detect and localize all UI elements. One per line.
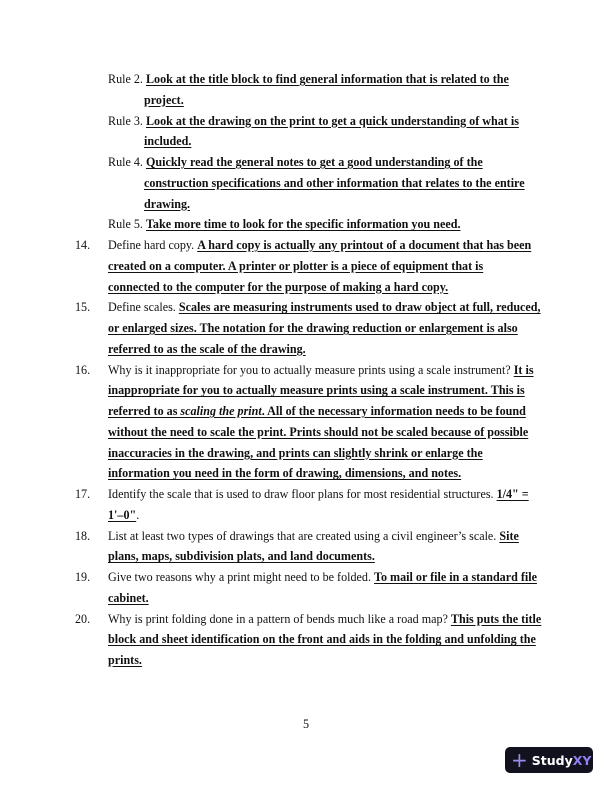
text-line bbox=[108, 401, 526, 421]
text-line bbox=[108, 422, 528, 442]
text-line bbox=[108, 588, 149, 608]
text-line bbox=[144, 194, 190, 214]
answer-text: project. bbox=[144, 92, 184, 107]
question-text: . bbox=[136, 507, 140, 522]
studyxy-logo[interactable] bbox=[505, 747, 593, 773]
question-text: Rule 3. bbox=[108, 113, 146, 128]
answer-text: connected to the computer for the purpose of making a hard copy. bbox=[108, 279, 449, 294]
text-line bbox=[108, 318, 518, 338]
answer-text: referred to as the scale of the drawing. bbox=[108, 341, 306, 356]
question-number: 19. bbox=[75, 570, 91, 584]
answer-text: plans, maps, subdivision plats, and land documents. bbox=[108, 549, 375, 564]
question-text: List at least two types of drawings that are created using a civil engineer’s scale. bbox=[108, 528, 500, 543]
answer-text: Quickly read the general notes to get a good understanding of the bbox=[145, 155, 483, 169]
answer-text: This puts the title bbox=[450, 611, 542, 626]
page-number: 5 bbox=[302, 717, 310, 731]
answer-text: cabinet. bbox=[108, 590, 149, 605]
question-number: 20. bbox=[75, 611, 91, 626]
answer-text: information you need in the form of drawing, dimensions, and notes. bbox=[108, 466, 462, 481]
question-text: Define hard copy. bbox=[108, 238, 198, 252]
answer-text: created on a computer. A printer or plotter is a piece of equipment that is bbox=[108, 258, 484, 273]
question-number: 17. bbox=[75, 487, 91, 501]
answer-text: block and sheet identification on the front and aids in the folding and unfolding the bbox=[108, 632, 536, 647]
text-line bbox=[108, 380, 525, 400]
answer-text: construction specifications and other information that relates to the entire bbox=[144, 175, 525, 190]
text-line bbox=[108, 526, 519, 546]
text-line bbox=[108, 297, 541, 317]
text-line bbox=[108, 360, 534, 380]
answer-text: prints. bbox=[108, 653, 142, 667]
logo-brand: Study bbox=[531, 752, 573, 768]
question-text: Why is print folding done in a pattern of bends much like a road map? bbox=[108, 611, 451, 626]
text-line bbox=[108, 505, 139, 525]
question-text: Why is it inappropriate for you to actually measure prints using a scale instrument? bbox=[108, 362, 514, 377]
text-line bbox=[108, 484, 529, 504]
question-text: Define scales. bbox=[108, 300, 179, 315]
answer-text: To mail or file in a standard file bbox=[374, 570, 537, 584]
answer-text: scaling the print bbox=[180, 404, 262, 418]
question-text: Give two reasons why a print might need to be folded. bbox=[108, 570, 375, 584]
answer-text: Site bbox=[499, 528, 519, 543]
text-line bbox=[108, 567, 537, 587]
plus-icon: + bbox=[511, 748, 528, 772]
answer-text: without the need to scale the print. Prints should not be scaled because of possible bbox=[108, 424, 529, 439]
answer-text: inaccuracies in the drawing, and prints can slightly shrink or enlarge the bbox=[108, 445, 483, 460]
text-line bbox=[108, 609, 541, 629]
text-line bbox=[144, 131, 191, 151]
text-line bbox=[108, 69, 509, 89]
question-number: 14. bbox=[75, 238, 91, 252]
question-number: 18. bbox=[75, 528, 91, 543]
answer-text: referred to as bbox=[108, 404, 181, 418]
answer-text: Look at the drawing on the print to get a quick understanding of what is bbox=[145, 113, 519, 128]
text-line bbox=[108, 152, 483, 172]
answer-text: 1/4" = bbox=[496, 487, 529, 501]
answer-text: Take more time to look for the specific information you need. bbox=[145, 217, 461, 232]
question-text: Rule 2. bbox=[108, 72, 146, 86]
question-text: Identify the scale that is used to draw floor plans for most residential structures. bbox=[108, 487, 497, 501]
text-line bbox=[144, 90, 184, 110]
question-text: Rule 4. bbox=[108, 155, 146, 169]
question-text: Rule 5. bbox=[108, 217, 146, 232]
answer-text: It is bbox=[513, 362, 534, 377]
answer-text: or enlarged sizes. The notation for the drawing reduction or enlargement is also bbox=[108, 321, 518, 335]
text-line bbox=[108, 339, 306, 359]
text-line bbox=[108, 214, 461, 234]
text-line bbox=[108, 256, 483, 276]
text-line bbox=[108, 629, 536, 649]
answer-text: drawing. bbox=[144, 196, 191, 211]
question-number: 15. bbox=[75, 300, 91, 315]
answer-text: . All of the necessary information needs to be found bbox=[261, 404, 526, 418]
answer-text: included. bbox=[144, 134, 192, 149]
answer-text: inappropriate for you to actually measure prints using a scale instrument. This is bbox=[108, 383, 525, 398]
text-line bbox=[144, 173, 525, 193]
answer-text: Look at the title block to find general information that is related to the bbox=[145, 72, 509, 86]
text-line bbox=[108, 546, 375, 566]
text-line bbox=[108, 463, 461, 483]
answer-text: A hard copy is actually any printout of a document that has been bbox=[197, 238, 532, 252]
text-line bbox=[108, 235, 531, 255]
question-number: 16. bbox=[75, 362, 91, 377]
text-line bbox=[108, 111, 519, 131]
text-line bbox=[108, 277, 448, 297]
text-line bbox=[108, 650, 142, 670]
text-line bbox=[108, 443, 483, 463]
answer-text: Scales are measuring instruments used to draw object at full, reduced, bbox=[178, 300, 541, 315]
logo-brand-accent: XY bbox=[572, 752, 592, 768]
answer-text: 1'–0" bbox=[108, 507, 137, 522]
